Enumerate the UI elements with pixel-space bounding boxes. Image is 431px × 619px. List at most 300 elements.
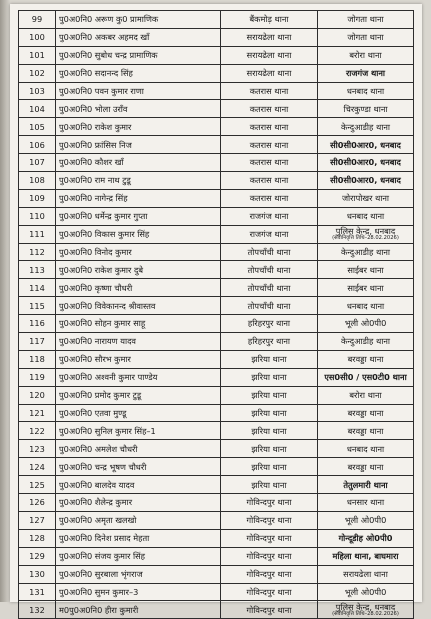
new-posting-cell <box>318 547 414 565</box>
officer-name-cell-text: पु0अ0नि0 अश्वनी कुमार पाण्डेय <box>59 372 158 383</box>
new-posting-cell-text: भूली ओ0पी0 <box>344 318 387 329</box>
new-posting-cell <box>318 350 414 368</box>
officer-name-cell-text: पु0अ0नि0 प्रमोद कुमार टुडू <box>59 390 142 401</box>
serial-number-cell <box>19 404 56 422</box>
serial-number-cell <box>19 243 56 261</box>
new-posting-cell-text: पुलिस केन्द्र, धनबाद <box>335 225 396 236</box>
serial-number-cell-text: 109 <box>29 193 45 204</box>
new-posting-cell-text: धनसार थाना <box>346 497 385 508</box>
serial-number-cell-text: 105 <box>29 121 45 132</box>
officer-name-cell <box>56 172 221 190</box>
serial-number-cell <box>19 511 56 529</box>
current-posting-cell-text: सरायढेला थाना <box>246 68 292 79</box>
current-posting-cell <box>221 297 318 315</box>
table-row <box>19 440 414 458</box>
serial-number-cell-text: 120 <box>29 390 45 401</box>
officer-name-cell <box>56 440 221 458</box>
table-row <box>19 297 414 315</box>
current-posting-cell <box>221 46 318 64</box>
serial-number-cell <box>19 458 56 476</box>
serial-number-cell-text: 122 <box>29 425 45 436</box>
new-posting-cell-text: तेतुलमारी थाना <box>343 479 388 490</box>
current-posting-cell <box>221 189 318 207</box>
serial-number-cell <box>19 315 56 333</box>
officer-name-cell-text: पु0अ0नि0 सोहन कुमार साहू <box>59 318 146 329</box>
officer-name-cell-text: पु0अ0नि0 अरूण कु0 प्रामाणिक <box>59 14 159 25</box>
serial-number-cell-text: 131 <box>29 586 45 597</box>
officer-name-cell <box>56 46 221 64</box>
current-posting-cell <box>221 529 318 547</box>
current-posting-cell <box>221 511 318 529</box>
officer-name-cell-text: पु0अ0नि0 नागेन्द्र सिंह <box>59 193 128 204</box>
scan-edge-shadow <box>0 0 10 602</box>
serial-number-cell-text: 117 <box>29 336 45 347</box>
new-posting-cell <box>318 46 414 64</box>
officer-name-cell-text: पु0अ0नि0 दिनेश प्रसाद मेहता <box>59 533 150 544</box>
new-posting-cell <box>318 207 414 225</box>
officer-name-cell <box>56 333 221 351</box>
serial-number-cell <box>19 154 56 172</box>
serial-number-cell <box>19 225 56 243</box>
new-posting-cell-text: सी0सी0आर0, धनबाद <box>330 157 401 168</box>
serial-number-cell-text: 119 <box>29 372 45 383</box>
officer-name-cell-text: पु0अ0नि0 धर्मेन्द्र कुमार गुप्ता <box>59 211 148 222</box>
table-row <box>19 404 414 422</box>
serial-number-cell <box>19 28 56 46</box>
officer-name-cell <box>56 511 221 529</box>
table-row <box>19 172 414 190</box>
new-posting-cell <box>318 386 414 404</box>
current-posting-cell <box>221 64 318 82</box>
serial-number-cell-text: 128 <box>29 533 45 544</box>
officer-name-cell <box>56 315 221 333</box>
current-posting-cell-text: तोपचाँची थाना <box>247 300 291 311</box>
table-row <box>19 583 414 601</box>
serial-number-cell <box>19 297 56 315</box>
table-row <box>19 565 414 583</box>
officer-name-cell-text: पु0अ0नि0 अमृता खलखो <box>59 515 137 526</box>
table-row <box>19 458 414 476</box>
current-posting-cell <box>221 154 318 172</box>
serial-number-cell <box>19 529 56 547</box>
table-row <box>19 207 414 225</box>
current-posting-cell-text: कतरास थाना <box>249 139 289 150</box>
officer-name-cell-text: पु0अ0नि0 सुमन कुमार–3 <box>59 586 139 597</box>
current-posting-cell-text: गोविन्दपुर थाना <box>246 568 292 579</box>
serial-number-cell-text: 124 <box>29 461 45 472</box>
new-posting-cell-text: जोगता थाना <box>347 32 384 43</box>
table-row <box>19 189 414 207</box>
table-row <box>19 601 414 619</box>
new-posting-cell <box>318 583 414 601</box>
retirement-note: (सेवानिवृत्ति तिथि–28.02.2026) <box>332 610 399 617</box>
new-posting-cell <box>318 368 414 386</box>
serial-number-cell-text: 110 <box>29 211 45 222</box>
officer-name-cell <box>56 547 221 565</box>
table-row <box>19 333 414 351</box>
officer-name-cell-text: पु0अ0नि0 संजय कुमार सिंह <box>59 551 146 562</box>
officer-name-cell-text: पु0अ0नि0 नारायण यादव <box>59 336 136 347</box>
serial-number-cell <box>19 82 56 100</box>
new-posting-cell <box>318 64 414 82</box>
new-posting-cell <box>318 476 414 494</box>
officer-name-cell-text: पु0अ0नि0 विकास कुमार सिंह <box>59 229 150 240</box>
serial-number-cell-text: 111 <box>29 229 45 240</box>
officer-name-cell <box>56 207 221 225</box>
new-posting-cell-text: बरवड्डा थाना <box>347 425 384 436</box>
serial-number-cell-text: 129 <box>29 551 45 562</box>
current-posting-cell-text: झरिया थाना <box>251 425 287 436</box>
officer-name-cell-text: पु0अ0नि0 भोला उराँव <box>59 103 128 114</box>
current-posting-cell <box>221 279 318 297</box>
new-posting-cell-text: राजगंज थाना <box>345 68 386 79</box>
serial-number-cell <box>19 46 56 64</box>
officer-name-cell <box>56 64 221 82</box>
new-posting-cell-text: केन्दुआडीह थाना <box>340 246 390 257</box>
new-posting-cell-text: केन्दुआडीह थाना <box>340 336 390 347</box>
current-posting-cell-text: तोपचाँची थाना <box>247 282 291 293</box>
current-posting-cell-text: झरिया थाना <box>251 461 287 472</box>
serial-number-cell-text: 106 <box>29 139 45 150</box>
officer-name-cell <box>56 100 221 118</box>
current-posting-cell-text: बैंकमोड़ थाना <box>249 14 289 25</box>
new-posting-cell <box>318 82 414 100</box>
officer-name-cell <box>56 297 221 315</box>
officer-name-cell-text: पु0अ0नि0 राकेश कुमार <box>59 121 132 132</box>
current-posting-cell-text: हरिहरपुर थाना <box>247 318 291 329</box>
serial-number-cell-text: 104 <box>29 103 45 114</box>
current-posting-cell <box>221 440 318 458</box>
current-posting-cell-text: गोविन्दपुर थाना <box>246 515 292 526</box>
current-posting-cell-text: गोविन्दपुर थाना <box>246 497 292 508</box>
current-posting-cell <box>221 583 318 601</box>
officer-name-cell <box>56 225 221 243</box>
new-posting-cell <box>318 458 414 476</box>
new-posting-cell <box>318 279 414 297</box>
serial-number-cell-text: 103 <box>29 85 45 96</box>
current-posting-cell-text: तोपचाँची थाना <box>247 264 291 275</box>
new-posting-cell <box>318 100 414 118</box>
current-posting-cell-text: कतरास थाना <box>249 193 289 204</box>
serial-number-cell <box>19 601 56 619</box>
table-row <box>19 529 414 547</box>
officer-name-cell-text: पु0अ0नि0 राकेश कुमार दुबे <box>59 264 144 275</box>
new-posting-cell <box>318 297 414 315</box>
current-posting-cell <box>221 100 318 118</box>
officer-name-cell <box>56 189 221 207</box>
new-posting-cell <box>318 225 414 243</box>
current-posting-cell <box>221 11 318 29</box>
officer-name-cell <box>56 404 221 422</box>
current-posting-cell-text: कतरास थाना <box>249 157 289 168</box>
officer-name-cell-text: पु0अ0नि0 सुबोध चन्द्र प्रामाणिक <box>59 50 158 61</box>
new-posting-cell <box>318 404 414 422</box>
officer-name-cell <box>56 11 221 29</box>
officer-name-cell-text: पु0अ0नि0 विनोद कुमार <box>59 246 132 257</box>
officer-name-cell <box>56 529 221 547</box>
officer-name-cell <box>56 154 221 172</box>
officer-name-cell-text: पु0अ0नि0 बालदेव यादव <box>59 479 135 490</box>
table-row <box>19 350 414 368</box>
current-posting-cell-text: कतरास थाना <box>249 121 289 132</box>
current-posting-cell-text: कतरास थाना <box>249 85 289 96</box>
officer-name-cell-text: पु0अ0नि0 पवन कुमार राणा <box>59 85 144 96</box>
current-posting-cell <box>221 225 318 243</box>
current-posting-cell <box>221 458 318 476</box>
document-page <box>10 4 422 617</box>
serial-number-cell <box>19 207 56 225</box>
current-posting-cell-text: गोविन्दपुर थाना <box>246 533 292 544</box>
current-posting-cell <box>221 422 318 440</box>
new-posting-cell <box>318 422 414 440</box>
current-posting-cell <box>221 261 318 279</box>
serial-number-cell-text: 114 <box>29 282 45 293</box>
new-posting-cell <box>318 333 414 351</box>
current-posting-cell <box>221 368 318 386</box>
new-posting-cell-text: जोगता थाना <box>347 14 384 25</box>
serial-number-cell-text: 100 <box>29 32 45 43</box>
current-posting-cell <box>221 172 318 190</box>
current-posting-cell-text: झरिया थाना <box>251 390 287 401</box>
new-posting-cell-text: बरवड्डा थाना <box>347 461 384 472</box>
new-posting-cell-text: धनबाद थाना <box>346 211 385 222</box>
new-posting-cell <box>318 315 414 333</box>
current-posting-cell-text: गोविन्दपुर थाना <box>246 604 292 615</box>
table-row <box>19 46 414 64</box>
current-posting-cell <box>221 601 318 619</box>
new-posting-cell-text: चिरकुण्डा थाना <box>343 103 388 114</box>
new-posting-cell <box>318 440 414 458</box>
current-posting-cell-text: सरायढेला थाना <box>246 50 292 61</box>
new-posting-cell-text: साईबर थाना <box>347 264 384 275</box>
serial-number-cell <box>19 583 56 601</box>
officer-name-cell-text: पु0अ0नि0 सुरबाला भृंगराज <box>59 568 143 579</box>
new-posting-cell <box>318 118 414 136</box>
table-row <box>19 368 414 386</box>
current-posting-cell-text: तोपचाँची थाना <box>247 246 291 257</box>
serial-number-cell <box>19 172 56 190</box>
officer-name-cell <box>56 458 221 476</box>
table-row <box>19 225 414 243</box>
new-posting-cell <box>318 189 414 207</box>
serial-number-cell-text: 123 <box>29 443 45 454</box>
current-posting-cell <box>221 350 318 368</box>
current-posting-cell <box>221 333 318 351</box>
new-posting-cell-text: साईबर थाना <box>347 282 384 293</box>
new-posting-cell-text: पुलिस केन्द्र, धनबाद <box>335 601 396 612</box>
serial-number-cell-text: 102 <box>29 68 45 79</box>
transfer-table <box>18 10 414 619</box>
current-posting-cell-text: झरिया थाना <box>251 443 287 454</box>
current-posting-cell <box>221 386 318 404</box>
serial-number-cell-text: 130 <box>29 568 45 579</box>
table-row <box>19 386 414 404</box>
officer-name-cell-text: पु0अ0नि0 सदानन्द सिंह <box>59 68 133 79</box>
current-posting-cell-text: सरायढेला थाना <box>246 32 292 43</box>
current-posting-cell-text: झरिया थाना <box>251 354 287 365</box>
officer-name-cell <box>56 243 221 261</box>
current-posting-cell-text: गोविन्दपुर थाना <box>246 551 292 562</box>
current-posting-cell-text: कतरास थाना <box>249 103 289 114</box>
serial-number-cell-text: 113 <box>29 264 45 275</box>
serial-number-cell <box>19 11 56 29</box>
officer-name-cell-text: पु0अ0नि0 शैलेन्द्र कुमार <box>59 497 133 508</box>
current-posting-cell-text: राजगंज थाना <box>249 229 289 240</box>
new-posting-cell <box>318 28 414 46</box>
new-posting-cell-text: महिला थाना, बाघमारा <box>332 551 399 562</box>
current-posting-cell-text: राजगंज थाना <box>249 211 289 222</box>
officer-name-cell-text: पु0अ0नि0 सौरभ कुमार <box>59 354 131 365</box>
officer-name-cell-text: पु0अ0नि0 चन्द्र भूषण चौधरी <box>59 461 147 472</box>
new-posting-cell <box>318 494 414 512</box>
serial-number-cell-text: 112 <box>29 246 45 257</box>
new-posting-cell-text: बरवड्डा थाना <box>347 354 384 365</box>
new-posting-cell <box>318 511 414 529</box>
current-posting-cell <box>221 404 318 422</box>
officer-name-cell <box>56 279 221 297</box>
new-posting-cell-text: भूली ओ0पी0 <box>344 515 387 526</box>
current-posting-cell-text: कतरास थाना <box>249 175 289 186</box>
serial-number-cell <box>19 547 56 565</box>
serial-number-cell-text: 127 <box>29 515 45 526</box>
current-posting-cell <box>221 28 318 46</box>
serial-number-cell-text: 116 <box>29 318 45 329</box>
serial-number-cell-text: 125 <box>29 479 45 490</box>
new-posting-cell <box>318 11 414 29</box>
table-row <box>19 279 414 297</box>
serial-number-cell <box>19 422 56 440</box>
retirement-note: (सेवानिवृत्ति तिथि–28.02.2026) <box>332 235 399 242</box>
current-posting-cell <box>221 494 318 512</box>
table-row <box>19 100 414 118</box>
officer-name-cell <box>56 601 221 619</box>
officer-name-cell <box>56 386 221 404</box>
table-row <box>19 476 414 494</box>
officer-name-cell-text: पु0अ0नि0 अकबर अहमद खाँ <box>59 32 150 43</box>
officer-name-cell <box>56 118 221 136</box>
serial-number-cell-text: 126 <box>29 497 45 508</box>
officer-name-cell-text: पु0अ0नि0 कौशर खाँ <box>59 157 124 168</box>
new-posting-cell-text: केन्दुआडीह थाना <box>340 121 390 132</box>
new-posting-cell-text: बरोरा थाना <box>349 50 382 61</box>
new-posting-cell-text: एस0सी0 / एस0टी0 थाना <box>324 372 407 383</box>
officer-name-cell <box>56 583 221 601</box>
officer-name-cell-text: पु0अ0नि0 विवेकानन्द श्रीवास्तव <box>59 300 156 311</box>
new-posting-cell-text: जोरापोखर थाना <box>341 193 390 204</box>
new-posting-cell-text: बरवड्डा थाना <box>347 407 384 418</box>
serial-number-cell <box>19 565 56 583</box>
current-posting-cell <box>221 476 318 494</box>
serial-number-cell <box>19 494 56 512</box>
serial-number-cell <box>19 440 56 458</box>
table-row <box>19 422 414 440</box>
officer-name-cell-text: पु0अ0नि0 कृष्णा चौधरी <box>59 282 133 293</box>
officer-name-cell <box>56 136 221 154</box>
new-posting-cell <box>318 243 414 261</box>
officer-name-cell <box>56 350 221 368</box>
table-row <box>19 11 414 29</box>
officer-name-cell <box>56 422 221 440</box>
officer-name-cell <box>56 565 221 583</box>
officer-name-cell-text: पु0अ0नि0 फ्रांसिस निज <box>59 139 132 150</box>
serial-number-cell <box>19 368 56 386</box>
officer-name-cell-text: पु0अ0नि0 राम नाथ टुडू <box>59 175 131 186</box>
serial-number-cell <box>19 279 56 297</box>
officer-name-cell <box>56 476 221 494</box>
current-posting-cell-text: झरिया थाना <box>251 372 287 383</box>
officer-name-cell <box>56 82 221 100</box>
officer-name-cell-text: पु0अ0नि0 सुनिल कुमार सिंह–1 <box>59 425 156 436</box>
table-row <box>19 154 414 172</box>
table-row <box>19 261 414 279</box>
serial-number-cell <box>19 118 56 136</box>
table-row <box>19 511 414 529</box>
current-posting-cell <box>221 243 318 261</box>
officer-name-cell-text: म0पु0अ0नि0 हीरा कुमारी <box>59 604 139 615</box>
serial-number-cell-text: 115 <box>29 300 45 311</box>
current-posting-cell-text: झरिया थाना <box>251 479 287 490</box>
new-posting-cell <box>318 565 414 583</box>
officer-name-cell-text: पु0अ0नि0 अमलेश चौधरी <box>59 443 138 454</box>
current-posting-cell <box>221 315 318 333</box>
table-row <box>19 82 414 100</box>
table-row <box>19 547 414 565</box>
new-posting-cell-text: सी0सी0आर0, धनबाद <box>330 175 401 186</box>
new-posting-cell-text: धनबाद थाना <box>346 443 385 454</box>
current-posting-cell <box>221 82 318 100</box>
new-posting-cell <box>318 172 414 190</box>
officer-name-cell <box>56 368 221 386</box>
new-posting-cell-text: बरोरा थाना <box>349 390 382 401</box>
serial-number-cell-text: 101 <box>29 50 45 61</box>
serial-number-cell <box>19 350 56 368</box>
serial-number-cell <box>19 333 56 351</box>
serial-number-cell <box>19 386 56 404</box>
new-posting-cell-text: धनबाद थाना <box>346 300 385 311</box>
current-posting-cell <box>221 547 318 565</box>
serial-number-cell-text: 121 <box>29 407 45 418</box>
serial-number-cell-text: 118 <box>29 354 45 365</box>
current-posting-cell <box>221 565 318 583</box>
new-posting-cell <box>318 154 414 172</box>
table-row <box>19 28 414 46</box>
current-posting-cell <box>221 118 318 136</box>
serial-number-cell <box>19 476 56 494</box>
serial-number-cell-text: 107 <box>29 157 45 168</box>
serial-number-cell <box>19 189 56 207</box>
table-row <box>19 315 414 333</box>
new-posting-cell-text: धनबाद थाना <box>346 85 385 96</box>
current-posting-cell <box>221 136 318 154</box>
table-row <box>19 136 414 154</box>
officer-name-cell <box>56 494 221 512</box>
serial-number-cell <box>19 261 56 279</box>
new-posting-cell-text: सरायढेला थाना <box>343 568 388 579</box>
new-posting-cell-text: सी0सी0आर0, धनबाद <box>330 139 401 150</box>
new-posting-cell <box>318 601 414 619</box>
new-posting-cell-text: गोन्दूडीह ओ0पी0 <box>338 533 393 544</box>
serial-number-cell-text: 132 <box>29 604 45 615</box>
table-row <box>19 118 414 136</box>
current-posting-cell-text: हरिहरपुर थाना <box>247 336 291 347</box>
transfer-table-body <box>19 11 414 619</box>
serial-number-cell-text: 99 <box>31 14 43 25</box>
new-posting-cell <box>318 136 414 154</box>
serial-number-cell <box>19 64 56 82</box>
current-posting-cell <box>221 207 318 225</box>
current-posting-cell-text: झरिया थाना <box>251 407 287 418</box>
current-posting-cell-text: गोविन्दपुर थाना <box>246 586 292 597</box>
